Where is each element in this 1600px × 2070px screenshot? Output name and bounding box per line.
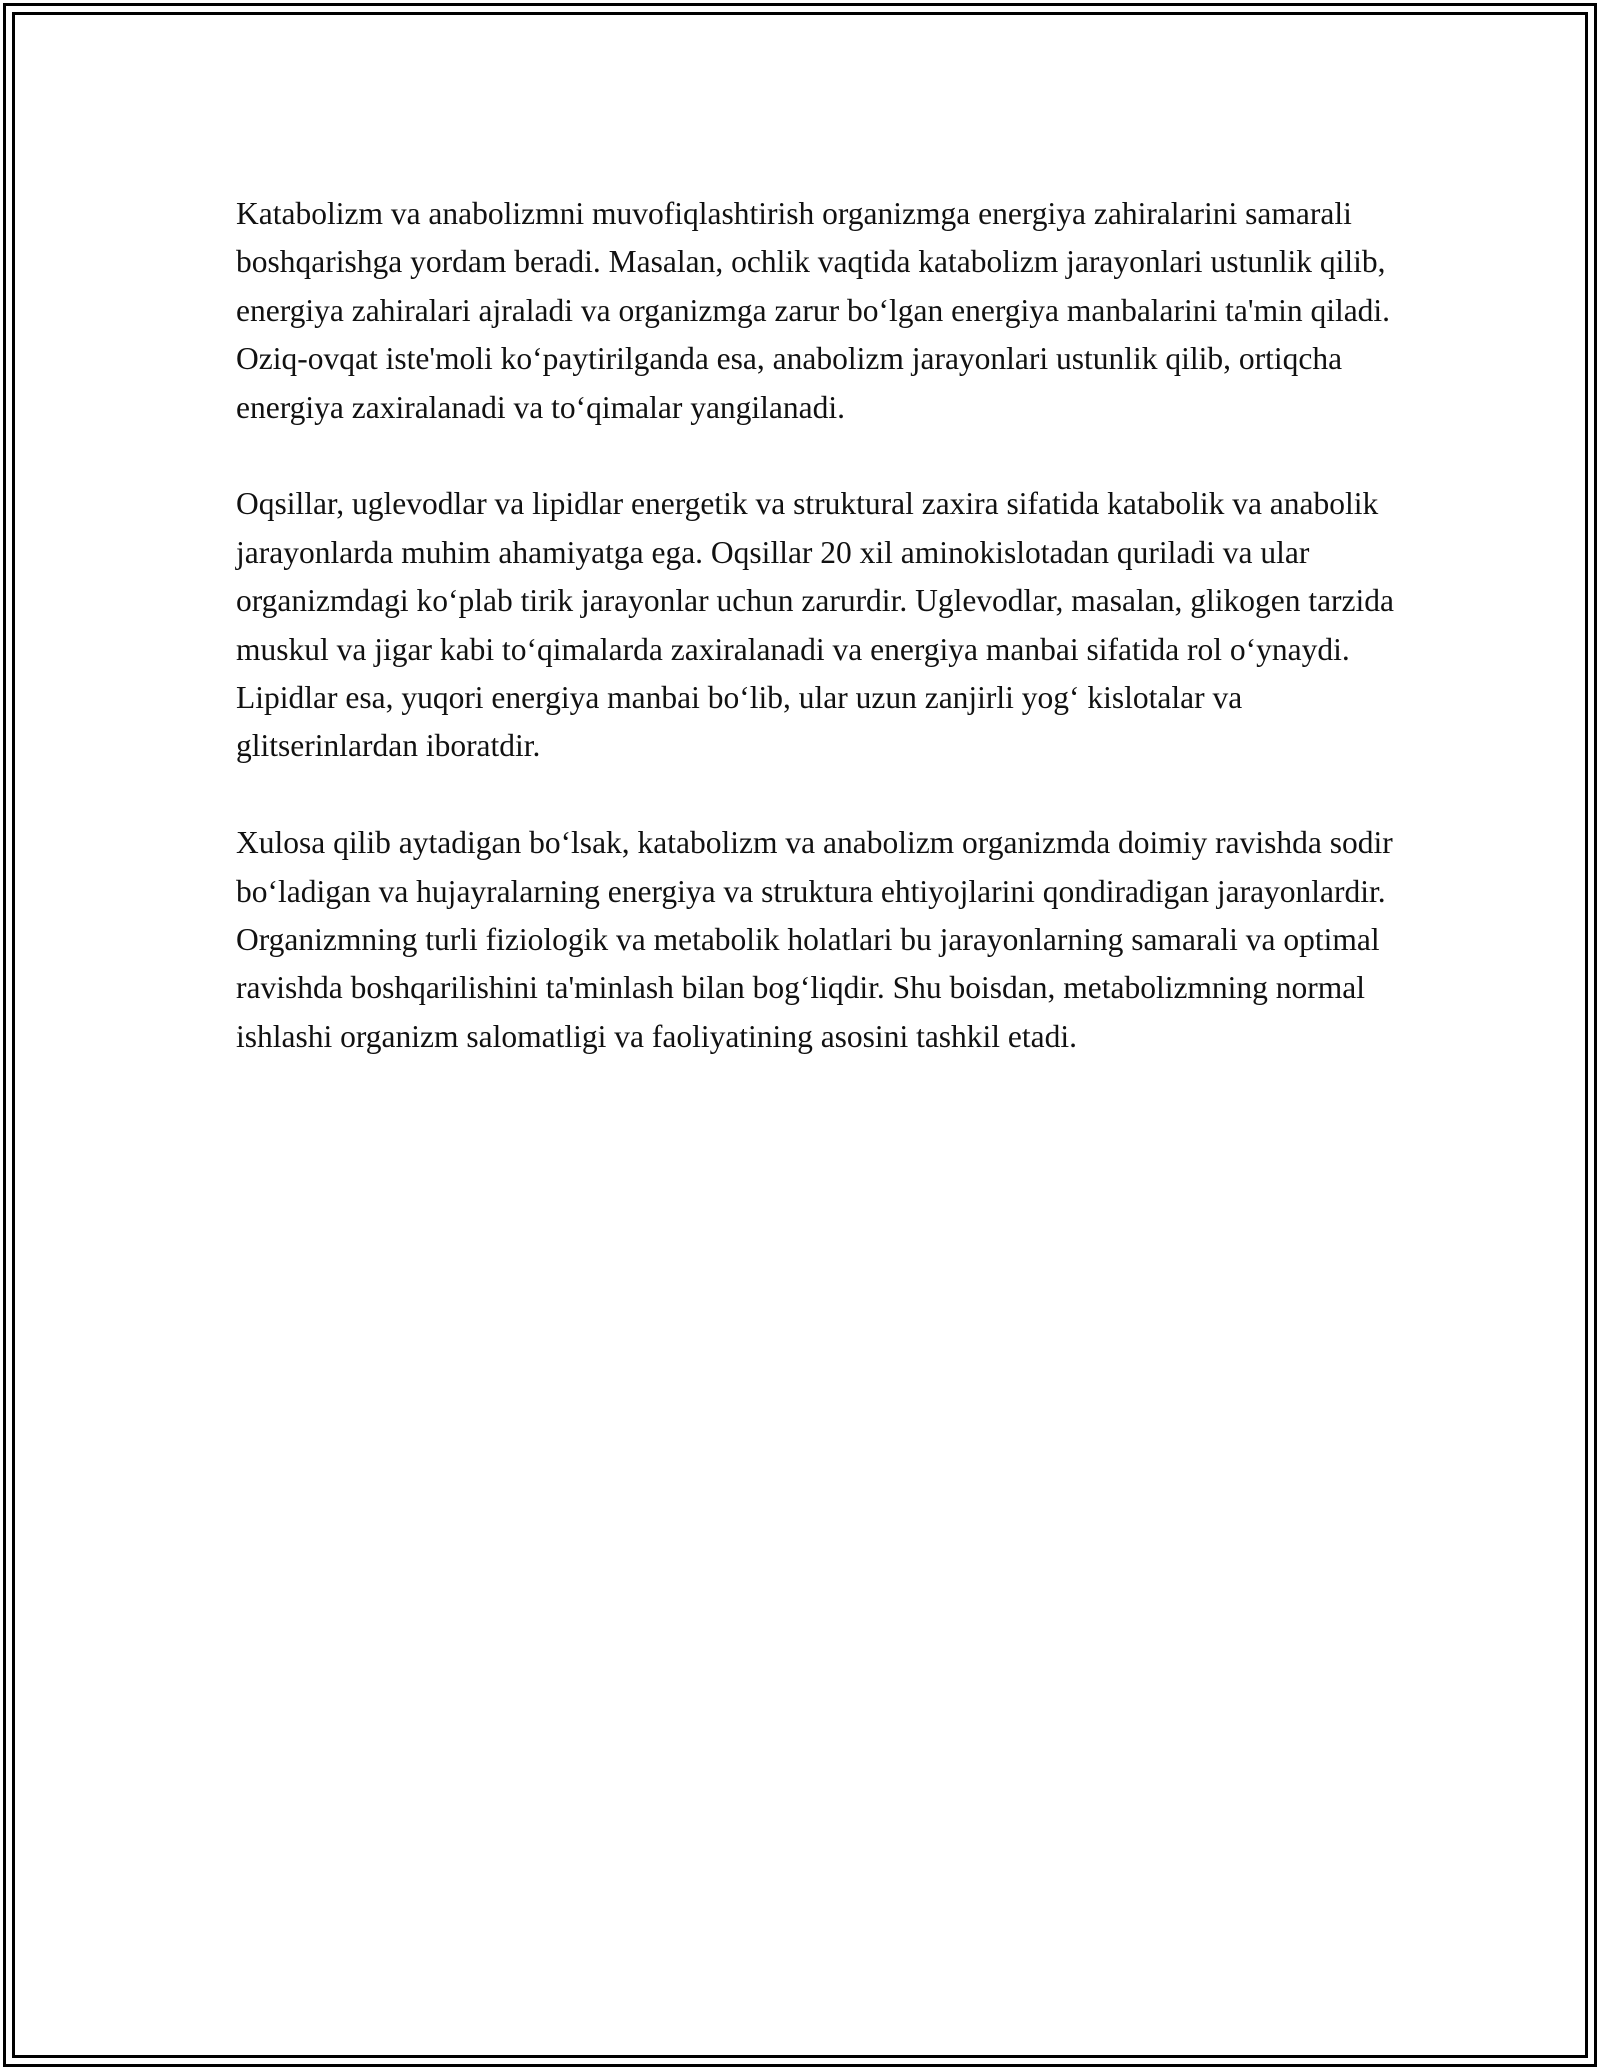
document-body <box>236 190 1396 1110</box>
paragraph-3: Xulosa qilib aytadigan bo‘lsak, katabolizm va anabolizm organizmda doimiy ravishda sodir bo‘ladigan va hujayralarning energiya va struktura ehtiyojlarini qondiradigan jarayonlardir. Organizmning turli fiziologik va metabolik holatlari bu jarayonlarning samarali va optimal ravishda boshqarilishini ta'minlash bilan bog‘liqdir. Shu boisdan, metabolizmning normal ishlashi organizm salomatligi va faoliyatining asosini tashkil etadi. <box>236 825 1393 1054</box>
paragraph-1: Katabolizm va anabolizmni muvofiqlashtirish organizmga energiya zahiralarini samarali boshqarishga yordam beradi. Masalan, ochlik vaqtida katabolizm jarayonlari ustunlik qilib, energiya zahiralari ajraladi va organizmga zarur bo‘lgan energiya manbalarini ta'min qiladi. Oziq-ovqat iste'moli ko‘paytirilganda esa, anabolizm jarayonlari ustunlik qilib, ortiqcha energiya zaxiralanadi va to‘qimalar yangilanadi. <box>236 196 1391 425</box>
paragraph-2: Oqsillar, uglevodlar va lipidlar energetik va struktural zaxira sifatida katabolik va anabolik jarayonlarda muhim ahamiyatga ega. Oqsillar 20 xil aminokislotadan quriladi va ular organizmdagi ko‘plab tirik jarayonlar uchun zarurdir. Uglevodlar, masalan, glikogen tarzida muskul va jigar kabi to‘qimalarda zaxiralanadi va energiya manbai sifatida rol o‘ynaydi. Lipidlar esa, yuqori energiya manbai bo‘lib, ular uzun zanjirli yog‘ kislotalar va glitserinlardan iboratdir. <box>236 486 1395 764</box>
